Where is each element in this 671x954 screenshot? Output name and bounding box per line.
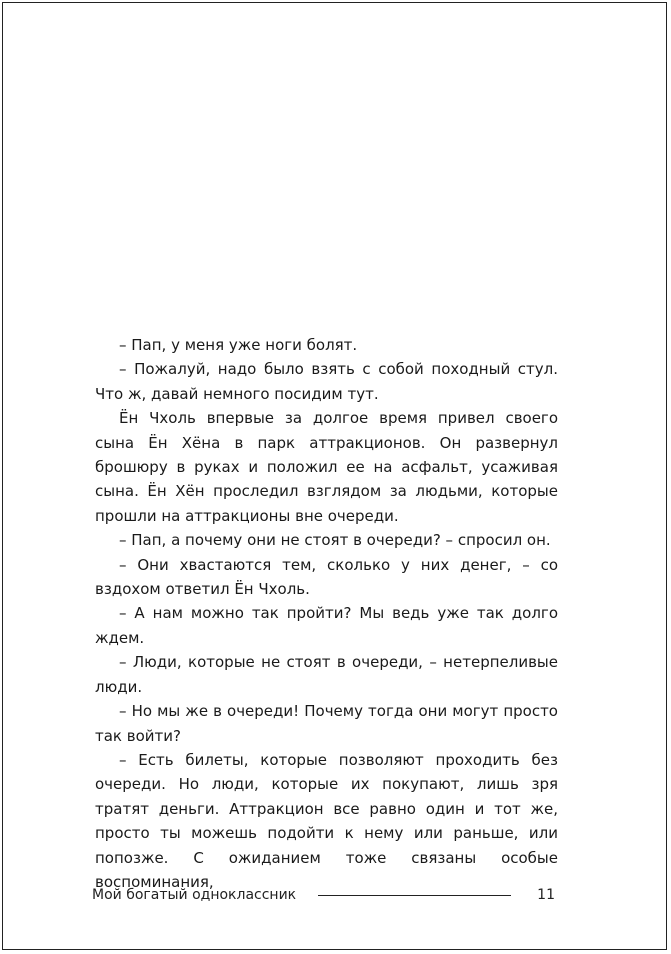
paragraph: – Люди, которые не стоят в очереди, – нетерпеливые люди. [95, 653, 558, 696]
running-title: Мой богатый одноклассник [92, 887, 297, 903]
paragraph: – Есть билеты, которые позволяют проходить без очереди. Но люди, которые их покупают, лишь зря тратят деньги. Аттракцион все равно один и тот же, просто ты можешь подойти к нему или раньше, или попозже. С ожиданием тоже связаны особые воспоминания, [95, 750, 558, 891]
footer-divider [318, 895, 511, 896]
paragraph: – Пап, у меня уже ноги болят. [119, 336, 358, 354]
paragraph: – Но мы же в очереди! Почему тогда они могут просто так войти? [95, 702, 558, 745]
page-number: 11 [537, 887, 555, 903]
paragraph: – А нам можно так пройти? Мы ведь уже так долго ждем. [95, 604, 558, 647]
book-page [2, 2, 667, 950]
paragraph: – Пап, а почему они не стоят в очереди? – спросил он. [119, 531, 551, 550]
paragraph: – Они хвастаются тем, сколько у них денег, – со вздохом ответил Ён Чхоль. [95, 555, 558, 599]
paragraph: – Пожалуй, надо было взять с собой походный стул. Что ж, давай немного посидим тут. [95, 360, 558, 403]
page-footer [92, 884, 555, 906]
paragraph: Ён Чхоль впервые за долгое время привел своего сына Ён Хёна в парк аттракционов. Он развернул брошюру в руках и положил ее на асфальт, усаживая сына. Ён Хён проследил взглядом за людьми, которые прошли на аттракционы вне очереди. [95, 409, 558, 525]
body-text [95, 333, 558, 894]
